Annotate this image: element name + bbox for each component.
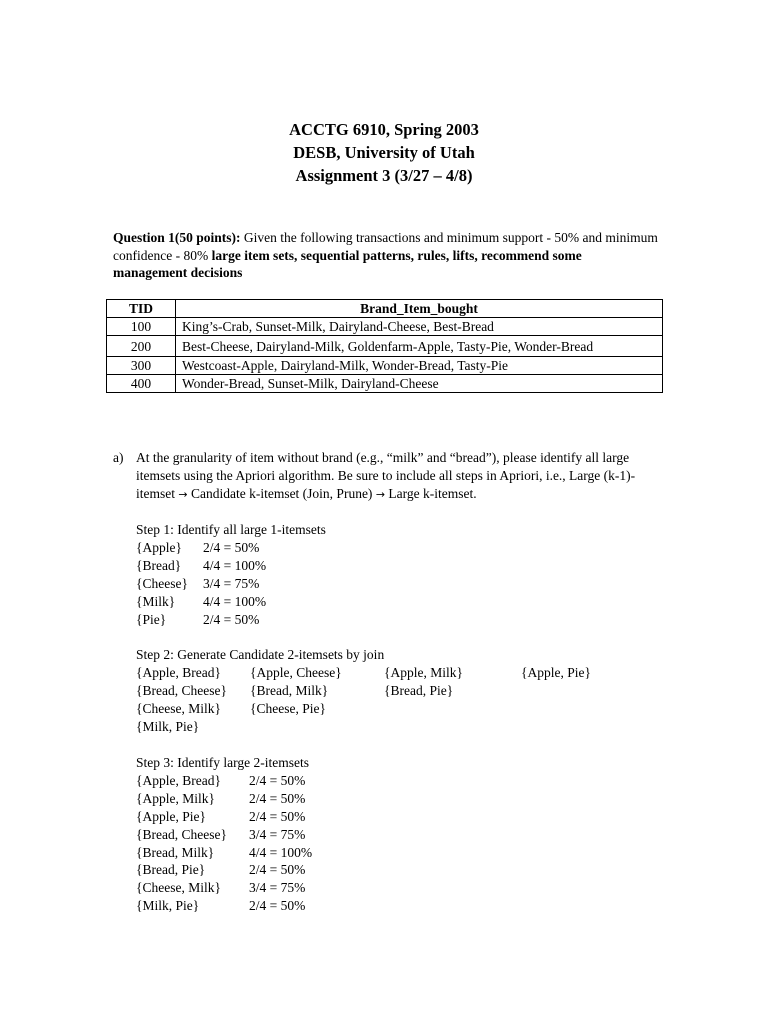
list-item <box>136 897 656 915</box>
itemset: {Milk, Pie} <box>136 898 200 914</box>
tid-cell: 300 <box>107 357 176 375</box>
question-text: Given the following transactions and minimum support - 50% and minimum confidence - 80% <box>113 230 658 263</box>
support-value: 2/4 = 50% <box>203 611 260 627</box>
arrow-right-icon: → <box>178 488 188 501</box>
step-2-title: Step 2: Generate Candidate 2-itemsets by join <box>136 647 385 663</box>
itemset: {Pie} <box>136 611 167 627</box>
itemset: {Apple, Milk} <box>136 790 215 806</box>
list-item <box>136 700 656 718</box>
apriori-steps <box>136 521 656 915</box>
itemset: {Bread, Milk} <box>250 683 329 699</box>
itemset: {Apple, Bread} <box>136 665 221 681</box>
question-label: Question 1(50 points): <box>113 230 241 245</box>
tid-cell: 200 <box>107 336 176 357</box>
list-item <box>136 557 656 575</box>
itemset: {Apple} <box>136 540 182 555</box>
itemset: {Bread, Cheese} <box>136 683 227 699</box>
items-cell: Westcoast-Apple, Dairyland-Milk, Wonder-Bread, Tasty-Pie <box>176 357 663 375</box>
itemset: {Apple, Cheese} <box>250 665 342 681</box>
list-item <box>136 879 656 897</box>
support-value: 2/4 = 50% <box>249 862 306 878</box>
list-item <box>136 575 656 593</box>
list-item <box>136 611 656 629</box>
support-value: 2/4 = 50% <box>249 773 306 789</box>
support-value: 4/4 = 100% <box>203 593 267 609</box>
list-item <box>136 826 656 844</box>
step-3-title: Step 3: Identify large 2-itemsets <box>136 755 309 771</box>
table-row <box>107 375 663 393</box>
list-item <box>136 664 656 682</box>
support-value: 4/4 = 100% <box>203 557 267 573</box>
list-item <box>136 718 656 736</box>
itemset: {Bread, Pie} <box>384 683 454 699</box>
items-cell: Best-Cheese, Dairyland-Milk, Goldenfarm-Apple, Tasty-Pie, Wonder-Bread <box>176 336 663 357</box>
itemset: {Bread, Cheese} <box>136 826 227 842</box>
table-header-row <box>107 300 663 318</box>
support-value: 2/4 = 50% <box>249 790 306 806</box>
table-row <box>107 336 663 357</box>
itemset: {Apple, Pie} <box>521 665 591 681</box>
itemset: {Bread, Pie} <box>136 862 206 878</box>
support-value: 2/4 = 50% <box>249 808 306 824</box>
support-value: 3/4 = 75% <box>249 826 306 842</box>
header-items: Brand_Item_bought <box>176 300 663 318</box>
list-item <box>136 682 656 700</box>
part-a-text <box>136 449 671 504</box>
step-1-title: Step 1: Identify all large 1-itemsets <box>136 522 326 537</box>
items-cell: King’s-Crab, Sunset-Milk, Dairyland-Cheese, Best-Bread <box>176 318 663 336</box>
items-cell: Wonder-Bread, Sunset-Milk, Dairyland-Cheese <box>176 375 663 393</box>
list-item <box>136 772 656 790</box>
support-value: 4/4 = 100% <box>249 844 313 860</box>
support-value: 3/4 = 75% <box>203 575 260 591</box>
question-bold-text: large item sets, sequential patterns, rules, lifts, recommend some management decisions <box>113 247 582 280</box>
itemset: {Milk, Pie} <box>136 719 200 735</box>
part-a-text-2: Candidate k-itemset (Join, Prune) <box>187 486 376 501</box>
table-row <box>107 318 663 336</box>
transactions-table-wrap <box>106 299 663 393</box>
itemset: {Milk} <box>136 593 176 609</box>
itemset: {Cheese, Milk} <box>136 701 221 717</box>
support-value: 3/4 = 75% <box>249 880 306 896</box>
itemset: {Bread, Milk} <box>136 844 215 860</box>
list-item <box>136 861 656 879</box>
tid-cell: 400 <box>107 375 176 393</box>
itemset: {Apple, Pie} <box>136 808 206 824</box>
school-title: DESB, University of Utah <box>293 143 475 162</box>
support-value: 2/4 = 50% <box>203 540 260 555</box>
assignment-title: Assignment 3 (3/27 – 4/8) <box>295 166 473 185</box>
question-1 <box>113 229 658 282</box>
itemset: {Cheese, Pie} <box>250 701 326 717</box>
arrow-right-icon: → <box>375 488 386 501</box>
table-row <box>107 357 663 375</box>
tid-cell: 100 <box>107 318 176 336</box>
list-item <box>136 539 656 557</box>
itemset: {Apple, Milk} <box>384 665 463 681</box>
itemset: {Cheese, Milk} <box>136 880 221 896</box>
part-a-text-1: At the granularity of item without brand (e.g., “milk” and “bread”), please identify all large itemsets using the Apriori algorithm. Be sure to include all steps in Apriori, i.e., Large (k-1)-itemset <box>136 450 636 501</box>
list-item <box>136 844 656 862</box>
list-item <box>136 593 656 611</box>
list-item <box>136 790 656 808</box>
title-block <box>0 118 768 187</box>
header-tid: TID <box>107 300 176 318</box>
course-title: ACCTG 6910, Spring 2003 <box>289 120 479 139</box>
list-item <box>136 808 656 826</box>
itemset: {Bread} <box>136 557 182 573</box>
itemset: {Cheese} <box>136 575 188 591</box>
transactions-table <box>106 299 663 393</box>
itemset: {Apple, Bread} <box>136 773 221 789</box>
support-value: 2/4 = 50% <box>249 898 306 914</box>
part-a-text-3: Large k-itemset. <box>385 486 477 501</box>
part-a-label: a) <box>113 450 124 465</box>
